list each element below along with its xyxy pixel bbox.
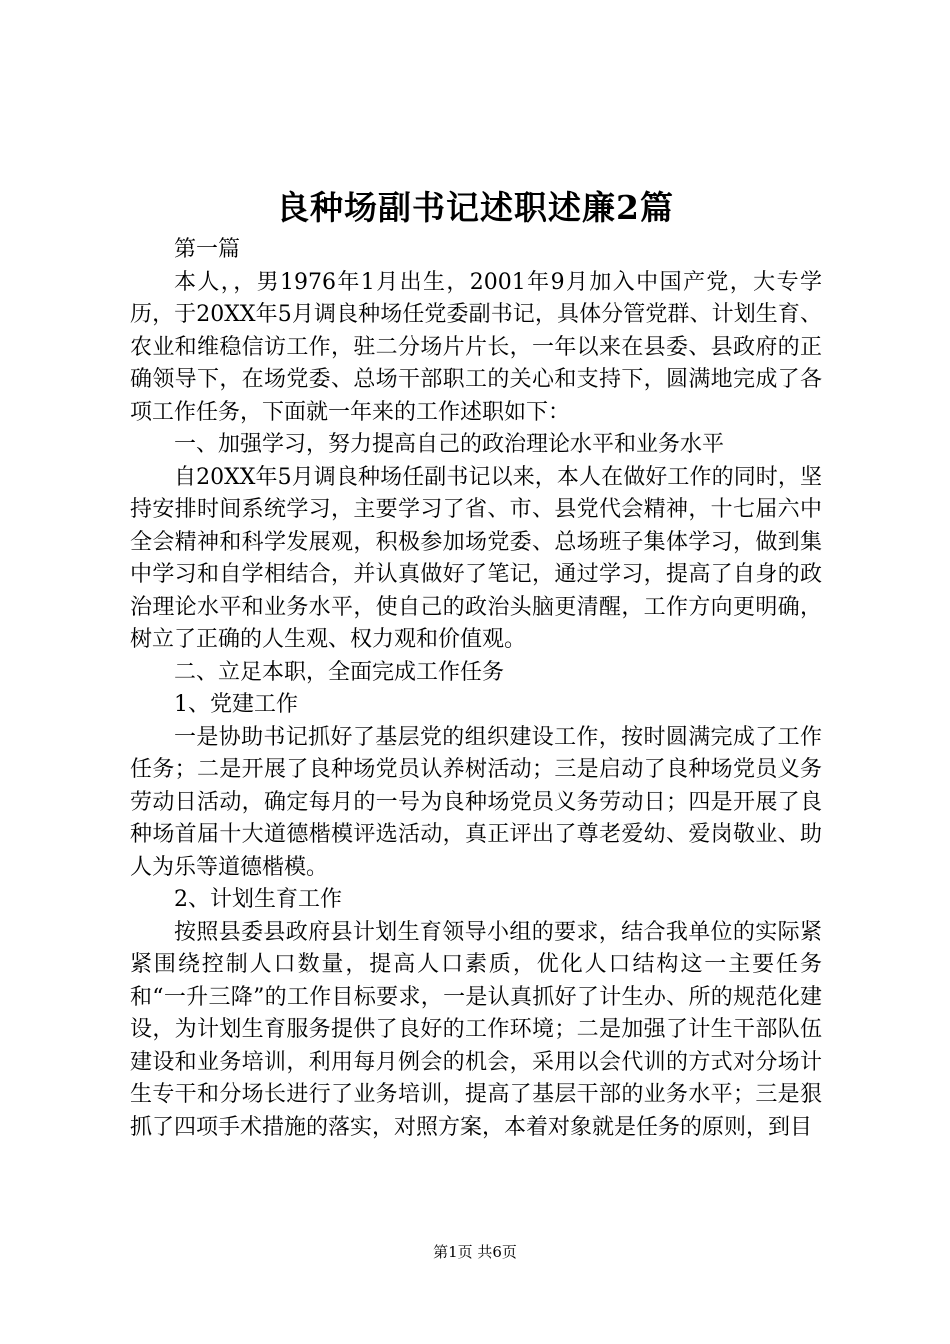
paragraph: 自20XX年5月调良种场任副书记以来，本人在做好工作的同时，坚持安排时间系统学习，主要学习了省、市、县党代会精神，十七届六中全会精神和科学发展观，积极参加场党委、总场班子集体学习，做到集中学习和自学相结合，并认真做好了笔记，通过学习，提高了自身的政治理论水平和业务水平，使自己的政治头脑更清醒，工作方向更明确，树立了正确的人生观、权力观和价值观。 (130, 464, 822, 652)
section-heading: 二、立足本职，全面完成工作任务 (174, 659, 505, 685)
page-footer: 第1页 共6页 (433, 1243, 517, 1261)
paragraph: 一是协助书记抓好了基层党的组织建设工作，按时圆满完成了工作任务；二是开展了良种场党员认养树活动；三是启动了良种场党员义务劳动日活动，确定每月的一号为良种场党员义务劳动日；四是开展了良种场首届十大道德楷模评选活动，真正评出了尊老爱幼、爱岗敬业、助人为乐等道德楷模。 (130, 724, 822, 880)
section-heading: 一、加强学习，努力提高自己的政治理论水平和业务水平 (174, 432, 725, 457)
paragraph: 本人，，男1976年1月出生，2001年9月加入中国产党，大专学历，于20XX年5月调良种场任党委副书记，具体分管党群、计划生育、农业和维稳信访工作，驻二分场片片长，一年以来在县委、县政府的正确领导下，在场党委、总场干部职工的关心和支持下，圆满地完成了各项工作任务，下面就一年来的工作述职如下： (130, 269, 822, 425)
subsection-heading: 1、党建工作 (174, 692, 298, 717)
document-body (130, 234, 822, 1144)
subsection-heading: 2、计划生育工作 (174, 887, 342, 912)
paragraph: 按照县委县政府县计划生育领导小组的要求，结合我单位的实际紧紧围绕控制人口数量，提高人口素质，优化人口结构这一主要任务和“一升三降”的工作目标要求，一是认真抓好了计生办、所的规范化建设，为计划生育服务提供了良好的工作环境；二是加强了计生干部队伍建设和业务培训，利用每月例会的机会，采用以会代训的方式对分场计生专干和分场长进行了业务培训，提高了基层干部的业务水平；三是狠抓了四项手术措施的落实，对照方案，本着对象就是任务的原则，到目 (130, 919, 822, 1140)
document-title: 良种场副书记述职述廉2篇 (276, 188, 674, 227)
section-heading: 第一篇 (174, 237, 241, 262)
